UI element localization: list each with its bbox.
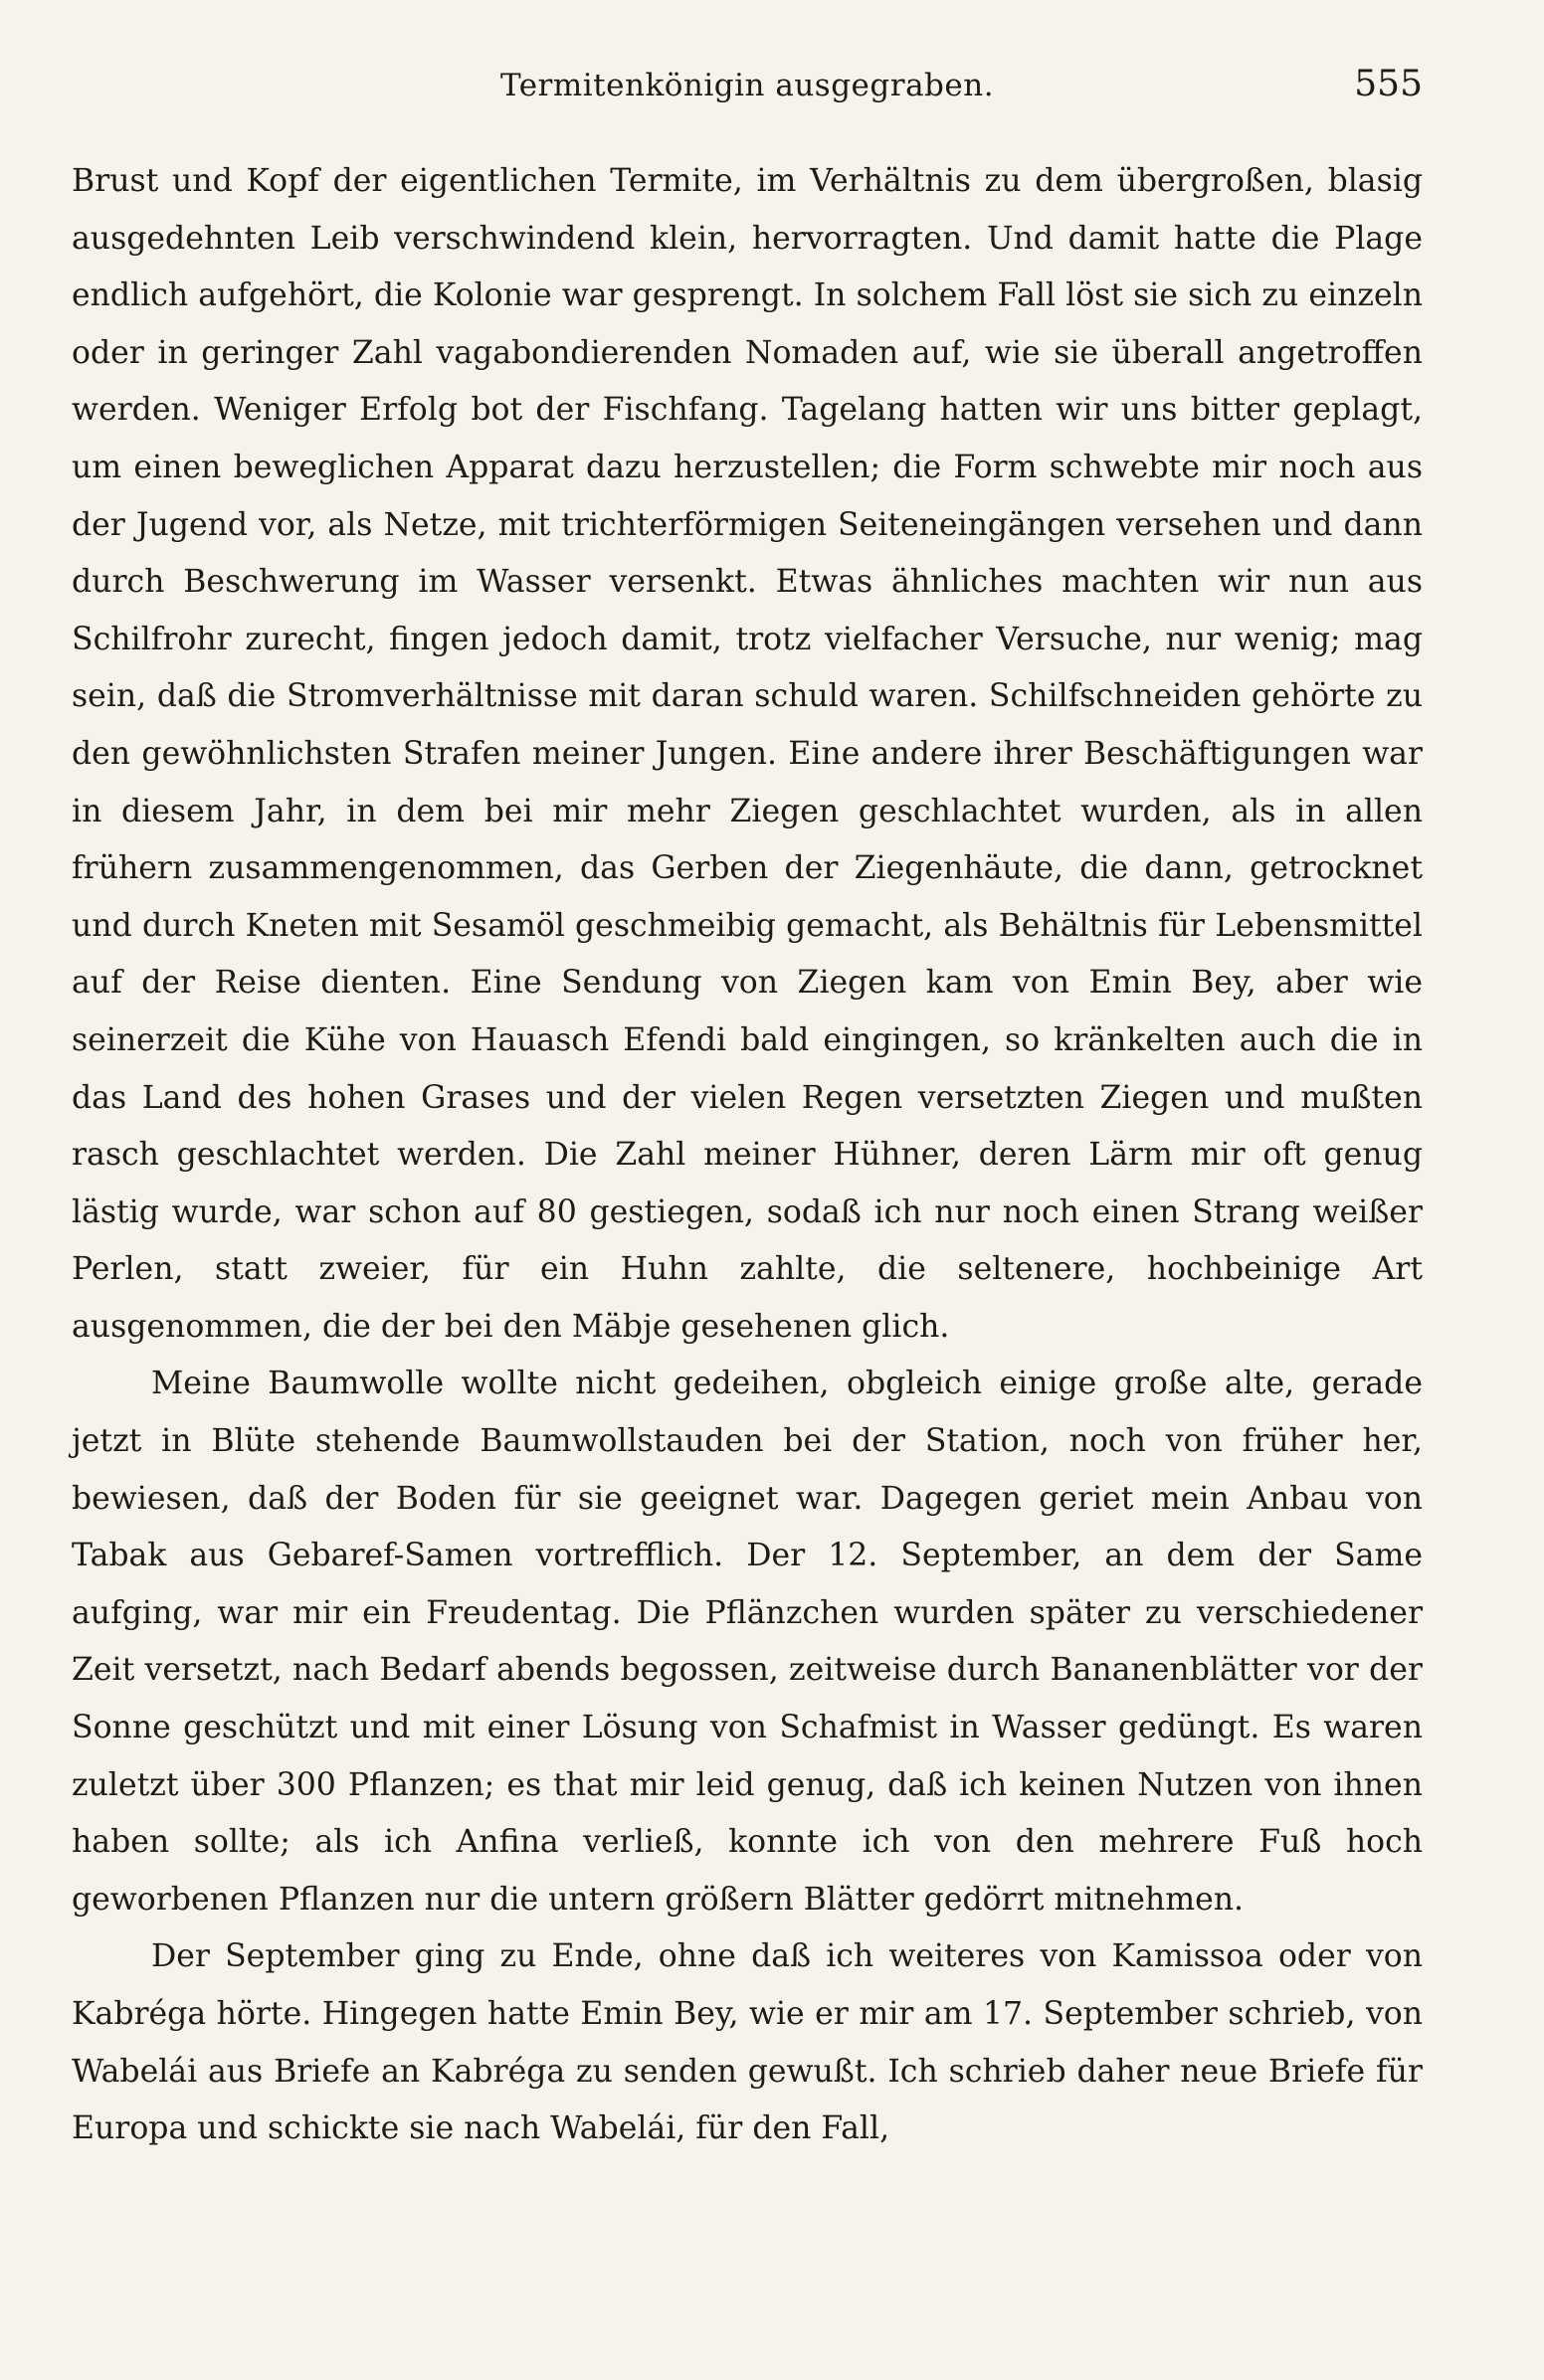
paragraph: Meine Baumwolle wollte nicht gedeihen, obgleich einige große alte, gerade jetzt in Blüte stehende Baumwollstauden bei der Station, noch von früher her, bewiesen, daß der Boden für sie geeignet war. Dagegen geriet mein Anbau von Tabak aus Gebaref-Samen vortrefflich. Der 12. September, an dem der Same aufging, war mir ein Freudentag. Die Pflänzchen wurden später zu verschiedener Zeit versetzt, nach Bedarf abends begossen, zeitweise durch Bananenblätter vor der Sonne geschützt und mit einer Lösung von Schafmist in Wasser gedüngt. Es waren zuletzt über 300 Pflanzen; es that mir leid genug, daß ich keinen Nutzen von ihnen haben sollte; als ich Anfina verließ, konnte ich von den mehrere Fuß hoch geworbenen Pflanzen nur die untern größern Blätter gedörrt mitnehmen. (72, 1366, 1423, 1918)
running-title: Termitenkönigin ausgegraben. (499, 68, 995, 103)
page-number: 555 (1354, 64, 1423, 104)
body-text (72, 153, 1423, 2158)
book-page (72, 60, 1423, 2158)
paragraph: Der September ging zu Ende, ohne daß ich weiteres von Kamissoa oder von Kabréga hörte. Hingegen hatte Emin Bey, wie er mir am 17. September schrieb, von Wabelái aus Briefe an Kabréga zu senden gewußt. Ich schrieb daher neue Briefe für Europa und schickte sie nach Wabelái, für den Fall, (72, 1938, 1423, 2147)
paragraph: Brust und Kopf der eigentlichen Termite, im Verhältnis zu dem übergroßen, blasig ausgedehnten Leib verschwindend klein, hervorragten. Und damit hatte die Plage endlich aufgehört, die Kolonie war gesprengt. In solchem Fall löst sie sich zu einzeln oder in geringer Zahl vagabondierenden Nomaden auf, wie sie überall angetroffen werden. Weniger Erfolg bot der Fischfang. Tagelang hatten wir uns bitter geplagt, um einen beweglichen Apparat dazu herzustellen; die Form schwebte mir noch aus der Jugend vor, als Netze, mit trichterförmigen Seiteneingängen versehen und dann durch Beschwerung im Wasser versenkt. Etwas ähnliches machten wir nun aus Schilfrohr zurecht, fingen jedoch damit, trotz vielfacher Versuche, nur wenig; mag sein, daß die Stromverhältnisse mit daran schuld waren. Schilfschneiden gehörte zu den gewöhnlichsten Strafen meiner Jungen. Eine andere ihrer Beschäftigungen war in diesem Jahr, in dem bei mir mehr Ziegen geschlachtet wurden, als in allen frühern zusammengenommen, das Gerben der Ziegenhäute, die dann, getrocknet und durch Kneten mit Sesamöl geschmeibig gemacht, als Behältnis für Lebensmittel auf der Reise dienten. Eine Sendung von Ziegen kam von Emin Bey, aber wie seinerzeit die Kühe von Hauasch Efendi bald eingingen, so kränkelten auch die in das Land des hohen Grases und der vielen Regen versetzten Ziegen und mußten rasch geschlachtet werden. Die Zahl meiner Hühner, deren Lärm mir oft genug lästig wurde, war schon auf 80 gestiegen, sodaß ich nur noch einen Strang weißer Perlen, statt zweier, für ein Huhn zahlte, die seltenere, hochbeinige Art ausgenommen, die der bei den Mäbje gesehenen glich. (72, 163, 1423, 1345)
running-header (72, 60, 1423, 119)
